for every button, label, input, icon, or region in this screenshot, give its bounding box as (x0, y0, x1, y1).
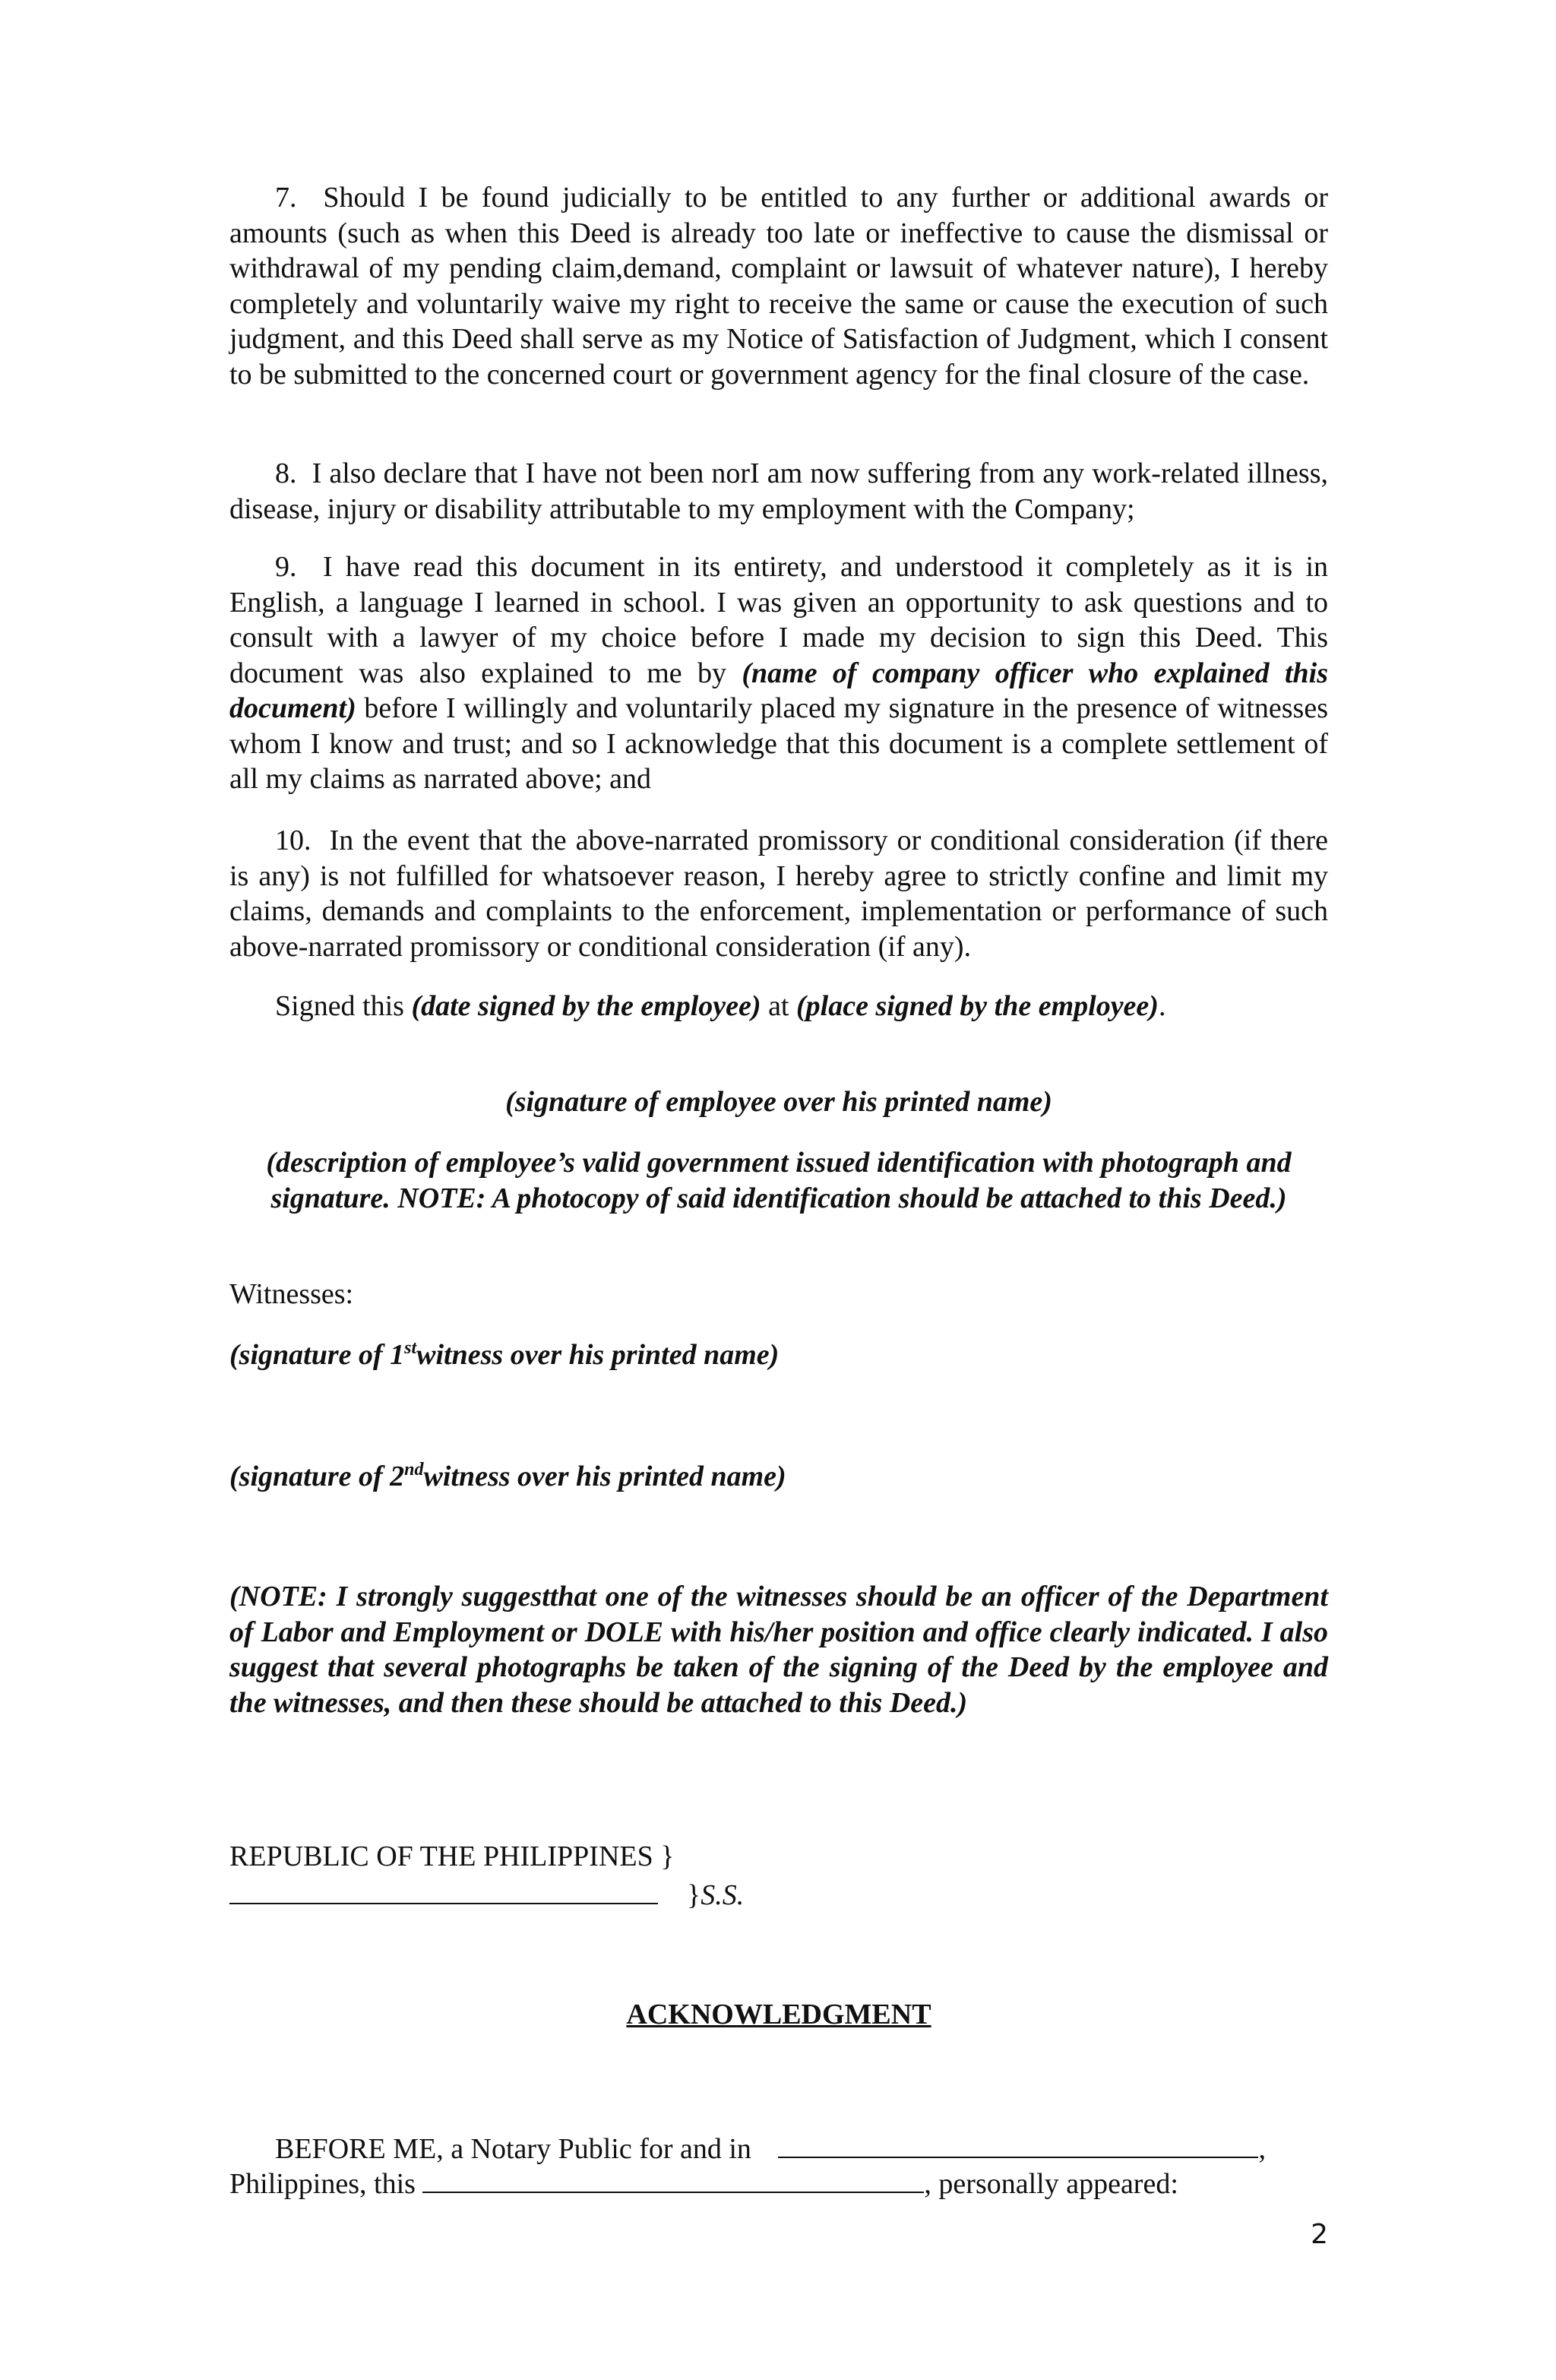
paragraph-text: In the event that the above-narrated promissory or conditional consideration (if there is any) is not fulfilled for whatsoever reason, I hereby agree to strictly confine and limit my claims, demands and complaints to the enforcement, implementation or performance of such above-narrated promissory or conditional consideration (if any). (229, 824, 1328, 963)
second-witness-post: witness over his printed name) (423, 1461, 786, 1492)
acknowledgment-line-2 (229, 2163, 1328, 2202)
ack-line2-prefix: Philippines, this (229, 2168, 423, 2200)
venue-ss-line (229, 1874, 1328, 1913)
date-signed-placeholder: (date signed by the employee) (411, 990, 761, 1022)
second-witness-pre: (signature of 2 (229, 1461, 405, 1492)
ack-line2-suffix: , personally appeared: (924, 2168, 1178, 2200)
place-signed-placeholder: (place signed by the employee) (796, 990, 1159, 1022)
first-witness-post: witness over his printed name) (416, 1339, 780, 1371)
second-witness-sup: nd (404, 1460, 424, 1480)
signed-prefix: Signed this (275, 990, 412, 1022)
page-number: 2 (1311, 2219, 1328, 2250)
paragraph-number: 10. (275, 824, 312, 856)
first-witness-sup: st (404, 1338, 417, 1358)
first-witness-pre: (signature of 1 (229, 1339, 405, 1371)
paragraph-number: 8. (275, 457, 297, 489)
acknowledgment-title: ACKNOWLEDGMENT (626, 1999, 931, 2030)
paragraph-7 (229, 180, 1328, 392)
venue-blank-line (229, 1874, 658, 1904)
company-officer-placeholder: (name of company officer who explained this document) (229, 657, 1328, 724)
ss-brace: } (687, 1879, 701, 1911)
venue-line: REPUBLIC OF THE PHILIPPINES } (229, 1840, 675, 1872)
paragraph-text: I also declare that I have not been norI am now suffering from any work-related illness, disease, injury or disability attributable to my employment with the Company; (229, 457, 1328, 525)
paragraph-10 (229, 823, 1328, 964)
notary-date-blank (422, 2163, 924, 2193)
employee-id-description: (description of employee’s valid government issued identification with photograph and signature. NOTE: A photocopy of said identification should be attached to this Deed.) (266, 1147, 1292, 1214)
ss-abbrev: S.S. (701, 1879, 745, 1911)
witness-note: (NOTE: I strongly suggestthat one of the witnesses should be an officer of the Department of Labor and Employment or DOLE with his/her position and office clearly indicated. I also suggest that several photographs be taken of the signing of the Deed by the employee and the witnesses, and then these should be attached to this Deed.) (229, 1581, 1328, 1719)
acknowledgment-line-1 (229, 2128, 1328, 2167)
employee-signature-placeholder: (signature of employee over his printed name) (505, 1086, 1052, 1118)
acknowledgment-heading (229, 1997, 1328, 2033)
ack-line1-suffix: , (1258, 2133, 1266, 2165)
second-witness-signature (229, 1459, 1328, 1495)
notary-place-blank (778, 2128, 1258, 2158)
paragraph-number: 9. (275, 551, 297, 583)
paragraph-text: Should I be found judicially to be entitled to any further or additional awards or amounts (such as when this Deed is already too late or ineffective to cause the dismissal or withdrawal of my pending claim,demand, complaint or lawsuit of whatever nature), I hereby completely and voluntarily waive my right to receive the same or cause the execution of such judgment, and this Deed shall serve as my Notice of Satisfaction of Judgment, which I consent to be submitted to the concerned court or government agency for the final closure of the case. (229, 182, 1329, 391)
paragraph-9 (229, 549, 1328, 797)
signed-suffix: . (1158, 990, 1166, 1022)
paragraph-8 (229, 456, 1328, 527)
first-witness-signature (229, 1337, 1328, 1373)
paragraph-number: 7. (275, 182, 297, 214)
paragraph-text: I have read this document in its entirety, and understood it completely as it is in English, a language I learned in school. I was given an opportunity to ask questions and to consult with a lawyer of my choice before I made my decision to sign this Deed. This document was also explained to me by (229, 551, 1328, 689)
ack-line1-prefix: BEFORE ME, a Notary Public for and in (275, 2133, 759, 2165)
signed-middle: at (761, 990, 796, 1022)
signed-line (229, 989, 1328, 1024)
witnesses-label: Witnesses: (229, 1278, 354, 1310)
paragraph-text: before I willingly and voluntarily placed my signature in the presence of witnesses whom I know and trust; and so I acknowledge that this document is a complete settlement of all my claims as narrated above; and (229, 692, 1328, 795)
